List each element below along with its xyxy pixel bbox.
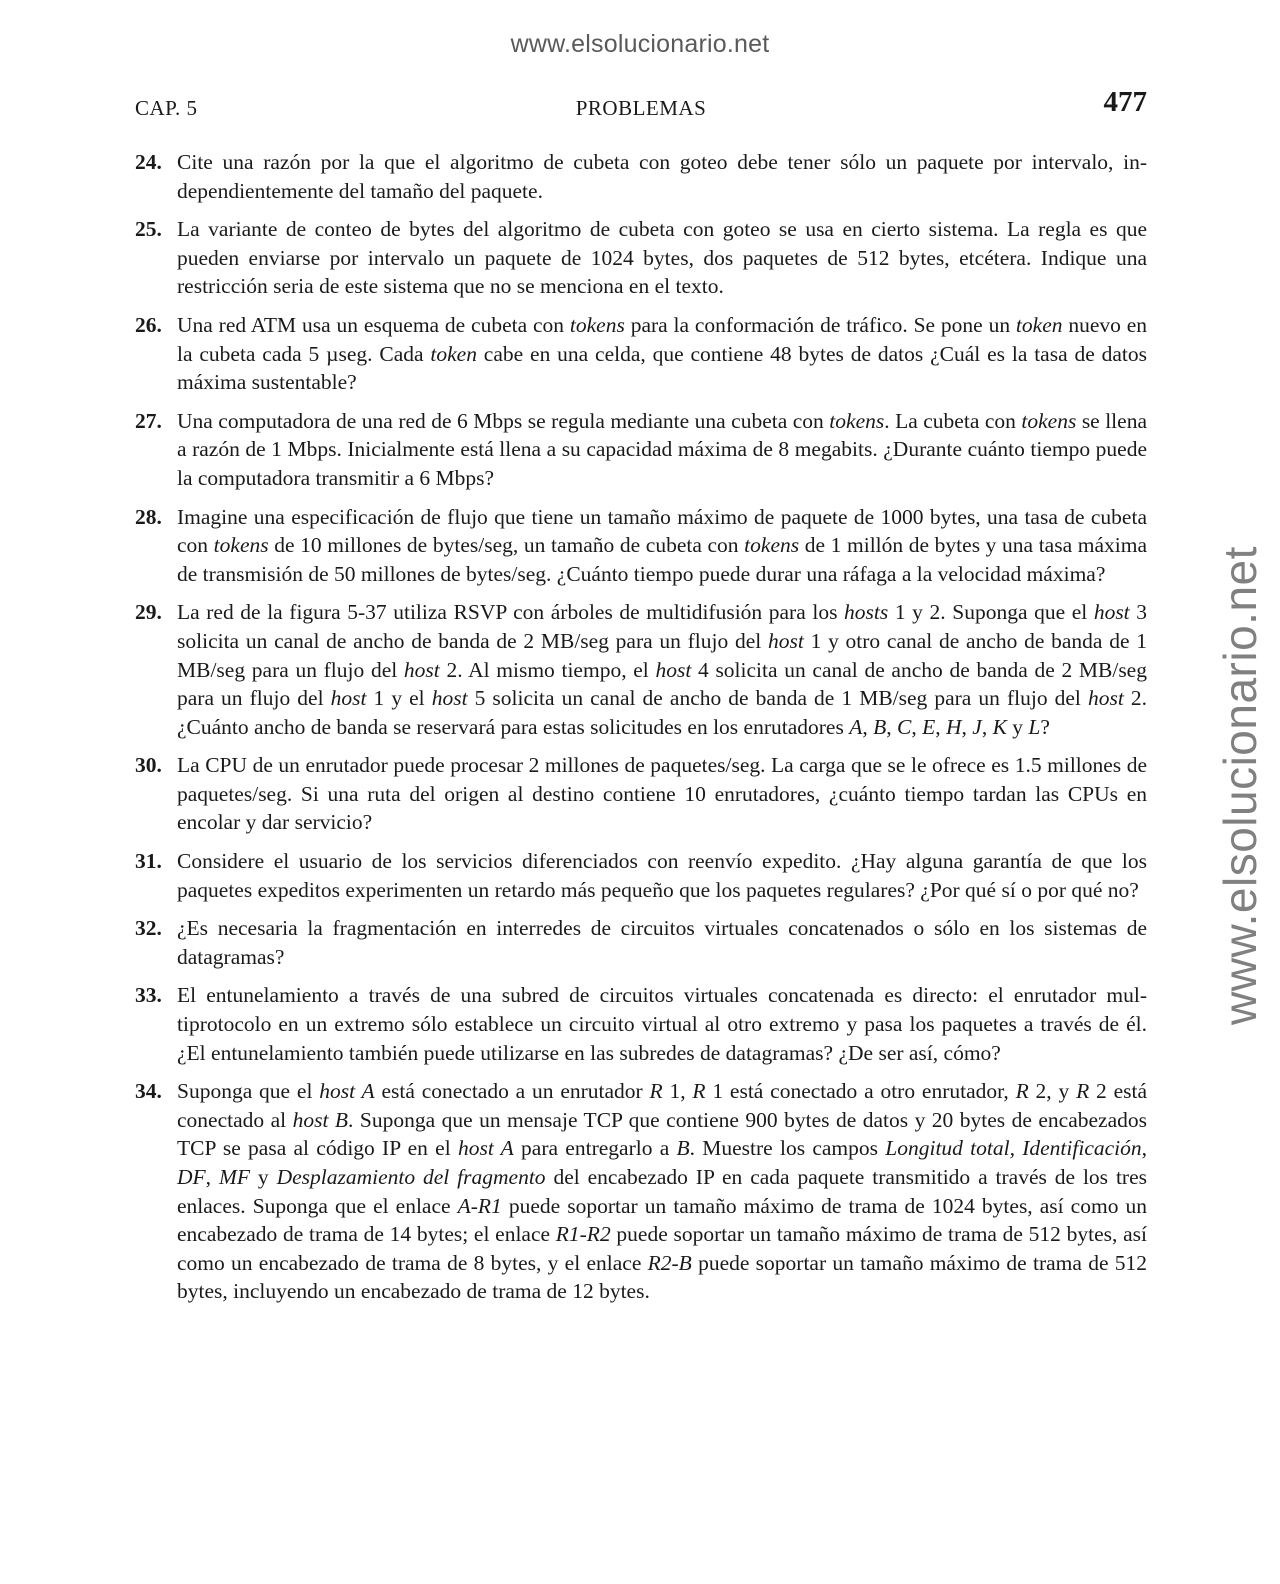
italic-term: tokens xyxy=(1021,408,1077,433)
text-run: está conectado a un enrutador xyxy=(374,1079,650,1104)
text-run: puede soportar un tamaño máximo de trama de 1024 bytes, así como un encabezado de trama de 14 bytes; el enlace xyxy=(177,1193,1148,1247)
text-run: para la conformación de tráfico. Se pone un xyxy=(624,312,1016,337)
problem-list xyxy=(135,148,1147,1316)
italic-term: host xyxy=(1093,600,1130,625)
problem-number: 30. xyxy=(135,753,162,778)
text-run: , xyxy=(205,1165,219,1189)
text-run: , xyxy=(961,714,973,739)
italic-term: token xyxy=(430,341,477,366)
text-run: puede soportar un tamaño máximo de trama de 512 bytes, incluyendo un encabezado de trama de 12 bytes. xyxy=(177,1250,1147,1304)
text-run: , xyxy=(862,714,874,739)
text-run: El entunelamiento a través de una subred de circuitos virtuales concatenada es directo: el enrutador multiprotocolo en un extremo sólo establece un circuito virtual al otro extremo y pasa los paquetes a través de él. ¿El entunelamiento también puede utilizarse en las subredes de datagramas? ¿De ser así, cómo? xyxy=(177,983,1147,1065)
italic-term: token xyxy=(1015,312,1063,337)
text-run: del encabezado IP en cada paquete transmitido a través de los tres enlaces. Suponga que el enlace xyxy=(177,1165,1147,1218)
italic-term: B xyxy=(676,1136,690,1161)
text-run: 3 solicita un canal de ancho de banda de 2 MB/seg para un flujo del xyxy=(177,600,1147,653)
problem-number: 25. xyxy=(135,217,162,242)
text-run: 1 está conectado a otro enrutador, xyxy=(705,1079,1016,1104)
page-number: 477 xyxy=(1103,86,1147,118)
problem-text xyxy=(177,753,1147,834)
italic-term: R xyxy=(1076,1079,1090,1104)
italic-term: host xyxy=(655,657,692,682)
text-run: , xyxy=(886,714,897,739)
italic-term: A-R1 xyxy=(457,1193,502,1218)
text-run: y xyxy=(250,1165,277,1189)
problem-number: 31. xyxy=(135,849,162,874)
italic-term: MF xyxy=(218,1165,250,1189)
italic-term: tokens xyxy=(829,408,885,433)
text-run: 1 y 2. Suponga que el xyxy=(888,600,1094,625)
problem-item xyxy=(135,981,1147,1067)
text-run: 4 solicita un canal de ancho de banda de 2 MB/seg para un flujo del xyxy=(177,657,1147,711)
text-run: cabe en una celda, que contiene 48 bytes de datos ¿Cuál es la tasa de datos máxima sustentable? xyxy=(177,341,1147,395)
italic-term: H xyxy=(945,714,962,739)
text-run: y xyxy=(1006,714,1029,739)
italic-term: R xyxy=(1015,1079,1029,1104)
text-run: 2. Al mismo tiempo, el xyxy=(439,657,656,682)
italic-term: R xyxy=(692,1079,706,1104)
italic-term: Desplazamiento del fragmento xyxy=(276,1165,546,1189)
text-run: , xyxy=(911,714,923,739)
text-run: Una computadora de una red de 6 Mbps se regula mediante una cubeta con xyxy=(177,408,830,433)
italic-term: host xyxy=(403,657,440,682)
section-title: PROBLEMAS xyxy=(575,96,707,120)
problem-text xyxy=(177,313,1147,394)
italic-term: host A xyxy=(319,1079,375,1104)
italic-term: A xyxy=(849,714,863,739)
text-run: de 1 millón de bytes y una tasa máxima de transmisión de 50 millones de bytes/seg. ¿Cuánto tiempo puede durar una ráfaga a la velocidad máxima? xyxy=(177,533,1148,586)
text-run: 2 está conectado al xyxy=(177,1079,1147,1132)
problem-item xyxy=(135,215,1147,301)
text-run: . Suponga que un mensaje TCP que contiene 900 bytes de datos y 20 bytes de encabezados TCP se pasa al código IP en el xyxy=(177,1107,1147,1161)
text-run: para entregarlo a xyxy=(513,1136,677,1161)
text-run: Imagine una especificación de flujo que tiene un tamaño máximo de paquete de 1000 bytes, una tasa de cubeta con xyxy=(177,504,1147,558)
italic-term: B xyxy=(873,714,887,739)
problem-item xyxy=(135,751,1147,837)
text-run: 2, y xyxy=(1028,1079,1077,1104)
side-watermark: www.elsolucionario.net xyxy=(1214,546,1266,1025)
text-run: La CPU de un enrutador puede procesar 2 millones de paquetes/seg. La carga que se le ofrece es 1.5 millones de paquetes/seg. Si una ruta del origen al destino contiene 10 enrutadores, ¿cuánto tiempo tardan las CPUs en encolar y dar servicio? xyxy=(177,753,1147,835)
text-run: , xyxy=(1141,1136,1148,1161)
problem-text xyxy=(177,150,1147,203)
text-run: . Muestre los campos xyxy=(689,1136,886,1161)
problem-number: 28. xyxy=(135,504,162,529)
italic-term: R xyxy=(649,1079,663,1104)
italic-term: host A xyxy=(457,1136,514,1161)
text-run: Considere el usuario de los servicios diferenciados con reenvío expedito. ¿Hay alguna garantía de que los paquetes expeditos experimenten un retardo más pequeño que los paquetes regulares? ¿Por qué sí o por qué no? xyxy=(177,849,1147,902)
problem-number: 29. xyxy=(135,600,162,625)
italic-term: R2-B xyxy=(647,1250,692,1275)
problem-number: 24. xyxy=(135,150,162,174)
italic-term: J xyxy=(972,714,982,739)
italic-term: C xyxy=(897,714,912,739)
problem-text xyxy=(177,983,1147,1064)
italic-term: host xyxy=(330,686,367,711)
problem-item xyxy=(135,1077,1147,1306)
problem-text xyxy=(177,916,1147,969)
text-run: La variante de conteo de bytes del algoritmo de cubeta con goteo se usa en cierto sistema. La regla es que pueden enviarse por intervalo un paquete de 1024 bytes, dos paquetes de 512 bytes, etcétera. Indique una restricción seria de este sistema que no se menciona en el texto. xyxy=(177,217,1147,299)
italic-term: host xyxy=(431,686,468,711)
text-run: , xyxy=(981,714,993,739)
text-run: 5 solicita un canal de ancho de banda de 1 MB/seg para un flujo del xyxy=(467,686,1088,711)
problem-item xyxy=(135,847,1147,904)
text-run: La red de la figura 5-37 utiliza RSVP con árboles de multidifusión para los xyxy=(177,600,845,625)
text-run: se llena a razón de 1 Mbps. Inicialmente está llena a su capacidad máxima de 8 megabits. ¿Durante cuánto tiempo puede la computadora transmitir a 6 Mbps? xyxy=(177,408,1147,490)
italic-term: tokens xyxy=(213,533,269,558)
text-run: puede soportar un tamaño máximo de trama de 512 bytes, así como un encabezado de trama de 8 bytes, y el enlace xyxy=(177,1222,1147,1275)
problem-number: 32. xyxy=(135,916,162,941)
italic-term: tokens xyxy=(569,312,625,337)
text-run: , xyxy=(935,714,946,739)
problem-item xyxy=(135,148,1147,205)
italic-term: tokens xyxy=(744,533,800,558)
problem-text xyxy=(177,217,1147,298)
text-run: 1 y otro canal de ancho de banda de 1 MB/seg para un flujo del xyxy=(177,628,1147,682)
problem-item xyxy=(135,407,1147,493)
problem-number: 27. xyxy=(135,408,162,433)
problem-item xyxy=(135,914,1147,971)
text-run: ¿Es necesaria la fragmentación en interredes de circuitos virtuales concatenados o sólo en los sistemas de datagramas? xyxy=(177,916,1147,969)
italic-term: host B xyxy=(292,1107,349,1132)
italic-term: L xyxy=(1028,714,1041,739)
italic-term: hosts xyxy=(844,600,889,625)
running-head xyxy=(135,86,1147,126)
problem-text xyxy=(177,849,1147,902)
text-run: . La cubeta con xyxy=(884,408,1022,433)
italic-term: Longitud total, Identificación xyxy=(885,1136,1142,1161)
text-run: nuevo en la cubeta cada 5 µseg. Cada xyxy=(177,312,1148,366)
problem-item xyxy=(135,503,1147,589)
text-run: 2. ¿Cuánto ancho de banda se reservará para estas solicitudes en los enrutadores xyxy=(177,686,1147,739)
problem-item xyxy=(135,311,1147,397)
italic-term: host xyxy=(1087,686,1124,711)
text-run: 1 y el xyxy=(366,686,432,711)
italic-term: DF xyxy=(177,1165,206,1189)
problem-number: 33. xyxy=(135,983,162,1008)
text-run: Suponga que el xyxy=(177,1079,320,1104)
chapter-label: CAP. 5 xyxy=(135,96,198,120)
text-run: de 10 millones de bytes/seg, un tamaño de cubeta con xyxy=(268,533,745,558)
italic-term: host xyxy=(768,628,804,653)
italic-term: K xyxy=(992,714,1007,739)
problem-text xyxy=(177,505,1147,586)
top-watermark: www.elsolucionario.net xyxy=(510,30,770,58)
problem-text xyxy=(177,1079,1147,1303)
problem-item xyxy=(135,598,1147,741)
text-run: ? xyxy=(1040,714,1050,739)
text-run: Una red ATM usa un esquema de cubeta con xyxy=(177,312,570,337)
problem-text xyxy=(177,409,1147,490)
italic-term: E xyxy=(922,714,936,739)
problem-text xyxy=(177,600,1147,738)
problem-number: 34. xyxy=(135,1079,162,1104)
text-run: 1, xyxy=(662,1079,693,1104)
problem-number: 26. xyxy=(135,312,162,337)
italic-term: R1-R2 xyxy=(555,1222,611,1247)
text-run: Cite una razón por la que el algoritmo de cubeta con goteo debe tener sólo un paquete por intervalo, independientemente del tamaño del paquete. xyxy=(177,150,1147,203)
